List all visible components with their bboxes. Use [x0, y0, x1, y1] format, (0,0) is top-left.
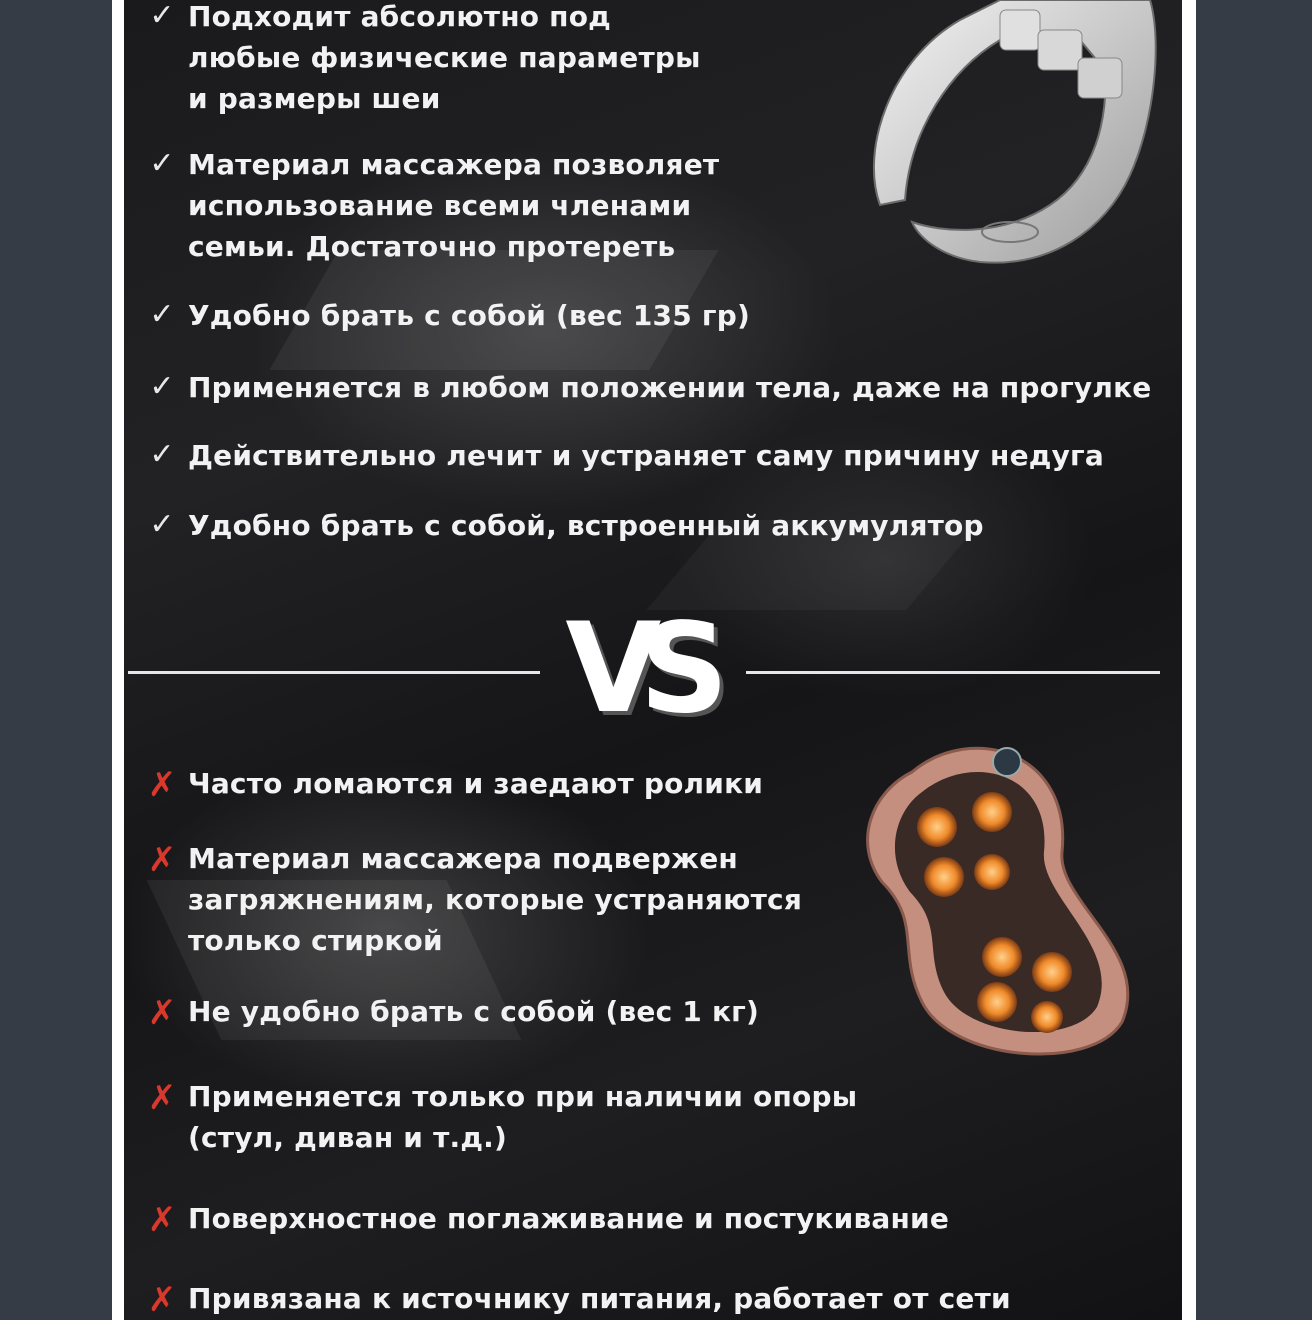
frame-border-left: [112, 0, 124, 1320]
con-text-line: Материал массажера подвержен: [188, 842, 738, 875]
divider-line-left: [128, 671, 540, 674]
con-text-line: Применяется только при наличии опоры: [188, 1080, 858, 1113]
con-text-line: Часто ломаются и заедают ролики: [188, 767, 764, 800]
frame-border-right: [1182, 0, 1196, 1320]
cross-icon: ✗: [147, 1280, 177, 1320]
pro-text-line: и размеры шеи: [188, 82, 441, 115]
comparison-card: [124, 0, 1182, 1320]
cross-icon: ✗: [147, 993, 177, 1033]
pro-text-line: Применяется в любом положении тела, даже на прогулке: [188, 371, 1152, 404]
pro-text-line: Действительно лечит и устраняет саму причину недуга: [188, 439, 1104, 472]
neck-massager-icon: [850, 0, 1180, 270]
check-icon: ✓: [149, 369, 175, 404]
pro-text-line: Материал массажера позволяет: [188, 148, 720, 181]
check-icon: ✓: [149, 297, 175, 332]
cross-icon: ✗: [147, 840, 177, 880]
pro-text-line: семьи. Достаточно протереть: [188, 230, 676, 263]
check-icon: ✓: [149, 507, 175, 542]
check-icon: ✓: [149, 0, 175, 33]
con-text-line: Привязана к источнику питания, работает от сети: [188, 1282, 1011, 1315]
cross-icon: ✗: [147, 1078, 177, 1118]
con-text-line: (стул, диван и т.д.): [188, 1121, 507, 1154]
con-text-line: только стиркой: [188, 924, 443, 957]
background-right: [1196, 0, 1312, 1320]
vs-label: VS: [565, 597, 707, 741]
cross-icon: ✗: [147, 765, 177, 805]
check-icon: ✓: [149, 146, 175, 181]
roller-massage-pillow-icon: [852, 732, 1152, 1062]
con-text-line: Не удобно брать с собой (вес 1 кг): [188, 995, 759, 1028]
pro-text-line: использование всеми членами: [188, 189, 692, 222]
divider-line-right: [746, 671, 1160, 674]
check-icon: ✓: [149, 437, 175, 472]
background-left: [0, 0, 112, 1320]
con-text-line: Поверхностное поглаживание и постукивание: [188, 1202, 950, 1235]
pro-text-line: любые физические параметры: [188, 41, 701, 74]
pro-text-line: Подходит абсолютно под: [188, 0, 611, 33]
pro-text-line: Удобно брать с собой (вес 135 гр): [188, 299, 750, 332]
pro-text-line: Удобно брать с собой, встроенный аккумулятор: [188, 509, 984, 542]
con-text-line: загряжнениям, которые устраняются: [188, 883, 803, 916]
cross-icon: ✗: [147, 1200, 177, 1240]
